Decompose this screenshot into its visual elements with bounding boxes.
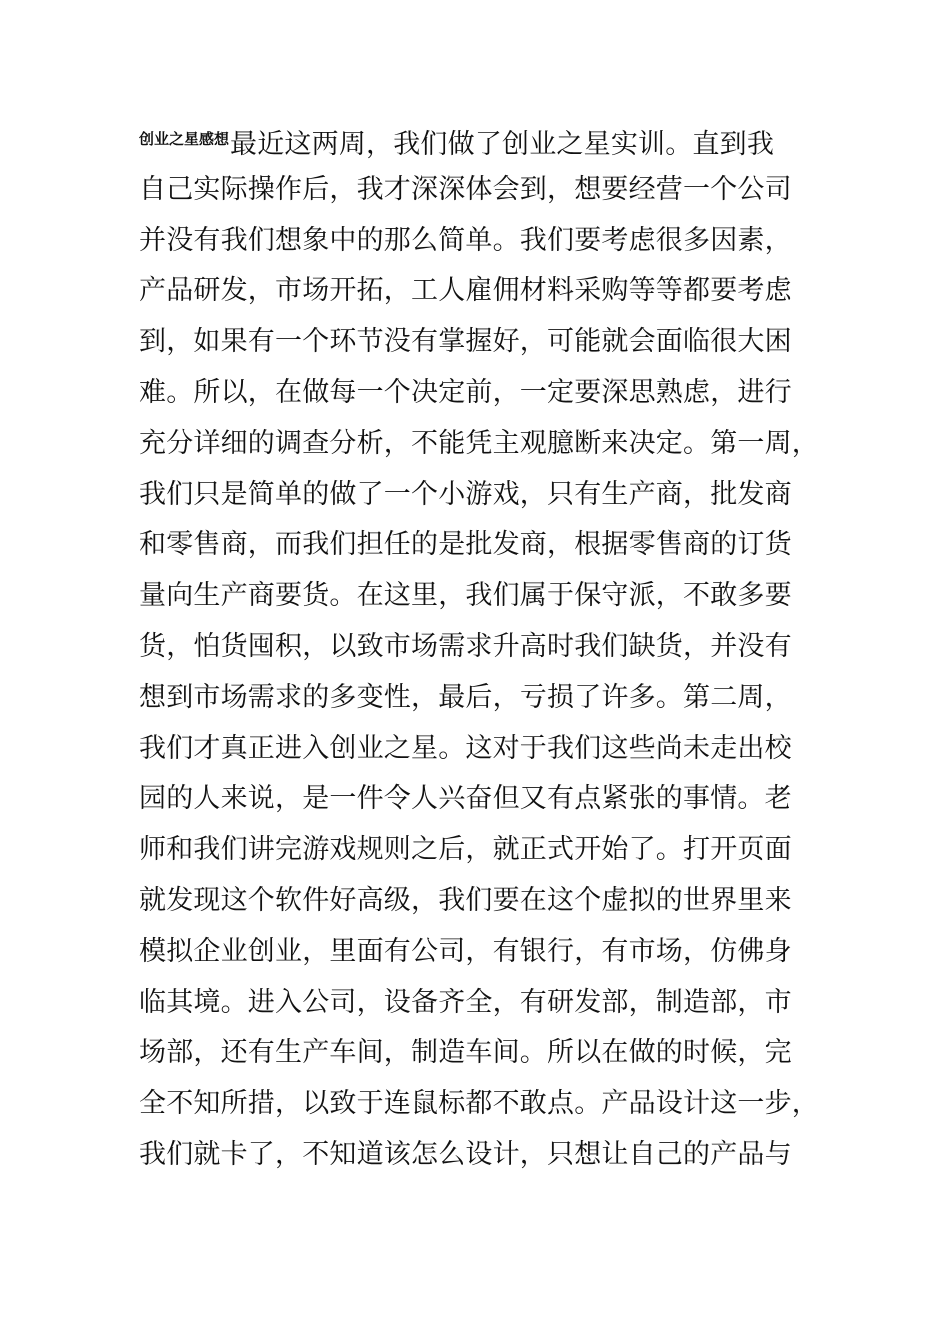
text-line-7: 充分详细的调查分析，不能凭主观臆断来决定。第一周， — [139, 427, 819, 459]
text-line-1 — [139, 114, 829, 165]
text-line-1-content: 最近这两周，我们做了创业之星实训。直到我 — [230, 129, 775, 160]
text-line-14: 园的人来说，是一件令人兴奋但又有点紧张的事情。老 — [139, 783, 792, 815]
text-line-21: 我们就卡了，不知道该怎么设计，只想让自己的产品与 — [139, 1138, 792, 1170]
text-line-11: 货，怕货囤积，以致市场需求升高时我们缺货，并没有 — [139, 630, 792, 662]
text-line-9: 和零售商，而我们担任的是批发商，根据零售商的订货 — [139, 529, 792, 561]
text-line-19: 场部，还有生产车间，制造车间。所以在做的时候，完 — [139, 1037, 792, 1069]
text-line-3: 并没有我们想象中的那么简单。我们要考虑很多因素， — [139, 224, 792, 256]
text-line-5: 到，如果有一个环节没有掌握好，可能就会面临很大困 — [139, 326, 792, 358]
document-title: 创业之星感想 — [139, 130, 230, 148]
text-line-8: 我们只是简单的做了一个小游戏，只有生产商，批发商 — [139, 478, 792, 510]
text-line-20: 全不知所措，以致于连鼠标都不敢点。产品设计这一步， — [139, 1088, 819, 1120]
text-line-13: 我们才真正进入创业之星。这对于我们这些尚未走出校 — [139, 732, 792, 764]
text-line-4: 产品研发，市场开拓，工人雇佣材料采购等等都要考虑 — [139, 275, 792, 307]
text-line-17: 模拟企业创业，里面有公司，有银行，有市场，仿佛身 — [139, 935, 792, 967]
text-line-6: 难。所以，在做每一个决定前，一定要深思熟虑，进行 — [139, 376, 792, 408]
text-line-16: 就发现这个软件好高级，我们要在这个虚拟的世界里来 — [139, 884, 792, 916]
text-line-2: 自己实际操作后，我才深深体会到，想要经营一个公司 — [139, 173, 792, 205]
text-line-18: 临其境。进入公司，设备齐全，有研发部，制造部，市 — [139, 986, 792, 1018]
text-line-10: 量向生产商要货。在这里，我们属于保守派，不敢多要 — [139, 580, 792, 612]
document-body — [139, 114, 829, 1181]
text-line-15: 师和我们讲完游戏规则之后，就正式开始了。打开页面 — [139, 834, 792, 866]
text-line-12: 想到市场需求的多变性，最后，亏损了许多。第二周， — [139, 681, 792, 713]
